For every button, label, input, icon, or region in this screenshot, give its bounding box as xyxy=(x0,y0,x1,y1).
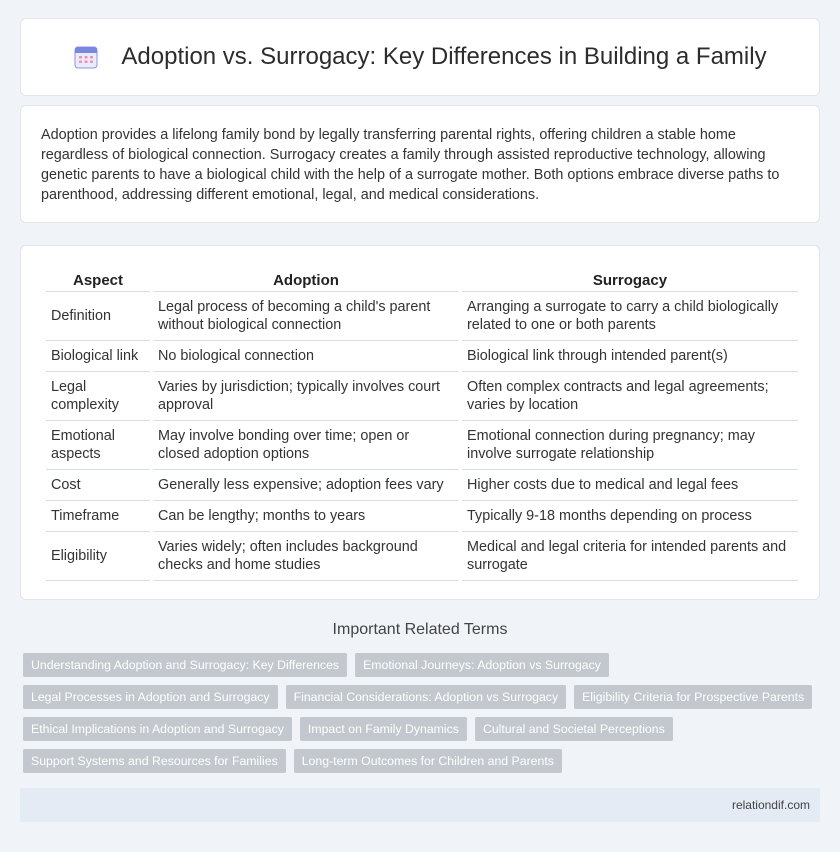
related-tag[interactable]: Financial Considerations: Adoption vs Surrogacy xyxy=(286,685,567,709)
related-tag[interactable]: Support Systems and Resources for Families xyxy=(23,749,286,773)
cell-adoption: May involve bonding over time; open or closed adoption options xyxy=(153,421,459,470)
cell-aspect: Emotional aspects xyxy=(46,421,150,470)
table-header-row xyxy=(46,265,798,292)
cell-surrogacy: Biological link through intended parent(s) xyxy=(462,341,798,372)
cell-adoption: Generally less expensive; adoption fees vary xyxy=(153,470,459,501)
table-row xyxy=(46,532,798,581)
cell-aspect: Eligibility xyxy=(46,532,150,581)
header-aspect: Aspect xyxy=(46,265,150,292)
header-adoption: Adoption xyxy=(153,265,459,292)
header-card xyxy=(20,18,820,96)
table-row xyxy=(46,501,798,532)
calendar-icon xyxy=(73,44,99,70)
footer-site-link[interactable]: relationdif.com xyxy=(731,798,810,812)
cell-adoption: Varies widely; often includes background checks and home studies xyxy=(153,532,459,581)
table-row xyxy=(46,292,798,341)
related-terms-tags xyxy=(23,653,813,781)
table-row xyxy=(46,341,798,372)
cell-adoption: Varies by jurisdiction; typically involves court approval xyxy=(153,372,459,421)
cell-aspect: Legal complexity xyxy=(46,372,150,421)
cell-adoption: No biological connection xyxy=(153,341,459,372)
table-row xyxy=(46,421,798,470)
header-surrogacy: Surrogacy xyxy=(462,265,798,292)
related-terms-title: Important Related Terms xyxy=(332,621,508,638)
comparison-card xyxy=(20,245,820,600)
cell-surrogacy: Emotional connection during pregnancy; may involve surrogate relationship xyxy=(462,421,798,470)
related-tag[interactable]: Long-term Outcomes for Children and Parents xyxy=(294,749,562,773)
table-row xyxy=(46,372,798,421)
cell-aspect: Cost xyxy=(46,470,150,501)
cell-surrogacy: Medical and legal criteria for intended parents and surrogate xyxy=(462,532,798,581)
footer xyxy=(20,788,820,822)
related-tag[interactable]: Understanding Adoption and Surrogacy: Key Differences xyxy=(23,653,347,677)
cell-surrogacy: Typically 9-18 months depending on process xyxy=(462,501,798,532)
cell-surrogacy: Arranging a surrogate to carry a child biologically related to one or both parents xyxy=(462,292,798,341)
cell-surrogacy: Often complex contracts and legal agreements; varies by location xyxy=(462,372,798,421)
cell-aspect: Biological link xyxy=(46,341,150,372)
intro-paragraph: Adoption provides a lifelong family bond by legally transferring parental rights, offering children a stable home regardless of biological connection. Surrogacy creates a family through assisted reproductive technology, allowing genetic parents to have a biological child with the help of a surrogate mother. Both options embrace diverse paths to parenthood, addressing different emotional, legal, and medical considerations. xyxy=(41,127,780,203)
cell-surrogacy: Higher costs due to medical and legal fees xyxy=(462,470,798,501)
cell-adoption: Can be lengthy; months to years xyxy=(153,501,459,532)
related-tag[interactable]: Legal Processes in Adoption and Surrogacy xyxy=(23,685,278,709)
related-tag[interactable]: Emotional Journeys: Adoption vs Surrogacy xyxy=(355,653,609,677)
table-row xyxy=(46,470,798,501)
related-tag[interactable]: Eligibility Criteria for Prospective Parents xyxy=(574,685,812,709)
cell-aspect: Timeframe xyxy=(46,501,150,532)
cell-aspect: Definition xyxy=(46,292,150,341)
page-title: Adoption vs. Surrogacy: Key Differences in Building a Family xyxy=(121,43,767,70)
related-tag[interactable]: Impact on Family Dynamics xyxy=(300,717,467,741)
intro-card xyxy=(20,105,820,223)
comparison-table xyxy=(43,265,801,581)
related-tag[interactable]: Cultural and Societal Perceptions xyxy=(475,717,673,741)
related-tag[interactable]: Ethical Implications in Adoption and Surrogacy xyxy=(23,717,292,741)
cell-adoption: Legal process of becoming a child's parent without biological connection xyxy=(153,292,459,341)
